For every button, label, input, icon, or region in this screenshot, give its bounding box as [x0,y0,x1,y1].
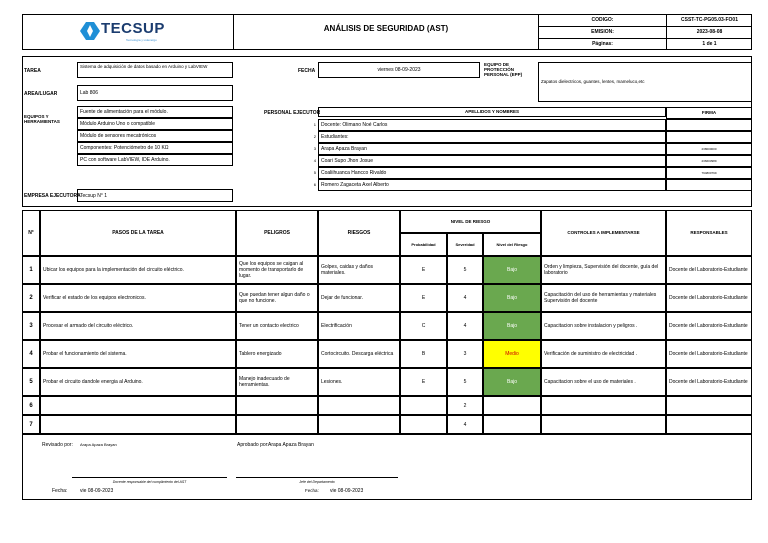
row-nivel-riesgo [483,396,541,415]
empresa-value: Tecsup N° 1 [77,189,233,202]
jefe-caption: Jefe del Departamento [299,480,335,484]
col-header-nivel: NIVEL DE RIESGO [400,210,541,233]
row-riesgo: Electrificación [318,312,400,340]
personal-row-firma [666,179,752,191]
area-value: Lab 806 [77,85,233,101]
row-peligro: Que puedan tener algun daño o que no funcione. [236,284,318,312]
row-paso: Verificar el estado de los equipos electronicos. [40,284,236,312]
codigo-value: CSST-TC-PG05.03-FO01 [681,17,738,23]
row-number: 5 [22,368,40,396]
revisado-value: Arapa Apaza Brayan [80,442,117,447]
row-severidad: 5 [447,256,483,284]
codigo-label: CÓDIGO: [591,17,614,23]
row-control [541,396,666,415]
row-paso: Probar el funcionamiento del sistema. [40,340,236,368]
document-title: ANÁLISIS DE SEGURIDAD (AST) [323,24,449,33]
paginas-value: 1 de 1 [702,41,717,47]
fecha-value: viernes 08-09-2023 [318,62,480,78]
personal-row-name: Coari Supo Jhon Josue [318,155,666,167]
col-header-num: N° [22,210,40,256]
epp-label: EQUIPO DE PROTECCIÓN PERSONAL (EPP) [484,62,523,77]
logo [80,20,170,46]
area-label: AREA/LUGAR [24,91,58,97]
row-paso: Procesar el armado del circuito eléctrico. [40,312,236,340]
row-riesgo: Lesiones. [318,368,400,396]
row-responsable [666,396,752,415]
personal-row-firma: 236603989 [666,155,752,167]
fecha-label: FECHA [298,68,316,74]
docente-caption: Docente responsable del cumplimiento del AST [112,480,187,484]
personal-row-firma [666,131,752,143]
logo-icon [80,22,100,40]
emision-label: EMISIÓN: [591,29,614,35]
fecha2-value: vie 08-09-2023 [330,488,364,494]
revisado-label: Revisado por: [42,442,73,448]
personal-row-number: 5 [313,170,316,175]
row-number: 3 [22,312,40,340]
row-peligro [236,415,318,434]
col-header-responsables: RESPONSABLES [666,210,752,256]
row-riesgo [318,396,400,415]
row-number: 6 [22,396,40,415]
logo-tagline: Tecnología y Liderazgo [126,38,157,42]
row-paso: Ubicar los equipos para la implementación del circuito eléctrico. [40,256,236,284]
tarea-value: Sistema de adquisición de datos basado en Arduino y LabVIEW [77,62,233,78]
signature-line [236,477,398,478]
aprobado-value: Arapa Apaza Brayan [268,442,314,448]
apellidos-header: APELLIDOS Y NOMBRES [318,107,666,117]
personal-label: PERSONAL EJECUTOR [264,110,321,116]
emision-value: 2023-08-08 [696,29,723,35]
row-probabilidad [400,415,447,434]
row-peligro: Manejo inadecuado de herramientas. [236,368,318,396]
col-header-controles: CONTROLES A IMPLEMENTARSE [541,210,666,256]
personal-row-number: 2 [313,134,316,139]
epp-value: Zapatos dielectricos, guantes, lentes, mameluco,etc [538,62,752,102]
signature-line [72,477,227,478]
row-nivel-riesgo [483,415,541,434]
row-responsable: Docente del Laboratorio-Estudiante [666,368,752,396]
row-severidad: 3 [447,340,483,368]
equipo-item: PC con software LabVIEW, IDE Arduino. [77,154,233,166]
row-severidad: 4 [447,415,483,434]
row-control: Verificación de suministro de electricidad . [541,340,666,368]
row-peligro: Tener un contacto electrico [236,312,318,340]
equipo-item: Fuente de alimentación para el módulo. [77,106,233,118]
row-responsable: Docente del Laboratorio-Estudiante [666,256,752,284]
paginas-label: Páginas: [592,41,613,47]
personal-row-number: 1 [313,122,316,127]
row-number: 2 [22,284,40,312]
personal-row-name: Estudiantes: [318,131,666,143]
row-riesgo: Cortocircuito. Descarga eléctrica [318,340,400,368]
row-nivel-riesgo: Bajo [483,368,541,396]
col-header-severidad: Severidad [447,233,483,256]
personal-row-name: Docente: Olimano Noé Carlos [318,119,666,131]
row-probabilidad: B [400,340,447,368]
row-probabilidad: E [400,368,447,396]
col-header-probabilidad: Probabilidad [400,233,447,256]
row-probabilidad: E [400,256,447,284]
row-severidad: 4 [447,312,483,340]
personal-row-name: Arapa Apaza Brayan [318,143,666,155]
row-paso: Probar el circuito dandole energia al Arduino. [40,368,236,396]
row-severidad: 2 [447,396,483,415]
equipo-item: Componentes: Potenciómetro de 10 KΩ [77,142,233,154]
row-peligro: Tablero energizado [236,340,318,368]
personal-row-firma: 238000000 [666,143,752,155]
row-peligro [236,396,318,415]
row-probabilidad [400,396,447,415]
row-control: Capacitacion sobre el uso de materiales . [541,368,666,396]
row-number: 1 [22,256,40,284]
firma-header: FIRMA [666,107,752,119]
row-number: 4 [22,340,40,368]
personal-row-number: 4 [313,158,316,163]
row-responsable [666,415,752,434]
row-responsable: Docente del Laboratorio-Estudiante [666,340,752,368]
col-header-pasos: PASOS DE LA TAREA [40,210,236,256]
row-probabilidad: C [400,312,447,340]
row-riesgo: Dejar de funcionar. [318,284,400,312]
col-header-nivel-riesgo: Nivel del Riesgo [483,233,541,256]
equipo-item: Módulo de sensores mecatrónicos [77,130,233,142]
personal-row-firma [666,119,752,131]
row-nivel-riesgo: Bajo [483,284,541,312]
empresa-label: EMPRESA EJECUTORA [24,193,81,199]
row-number: 7 [22,415,40,434]
equipos-label: EQUIPOS Y HERRAMIENTAS [24,114,60,124]
row-nivel-riesgo: Bajo [483,256,541,284]
row-severidad: 5 [447,368,483,396]
row-severidad: 4 [447,284,483,312]
personal-row-firma: 794800799 [666,167,752,179]
row-nivel-riesgo: Medio [483,340,541,368]
row-control: Orden y limpieza, Supervisión del docente, guía del laboratorio [541,256,666,284]
row-peligro: Que los equipos se caigan al momento de transportarlo de lugar. [236,256,318,284]
personal-row-name: Coaliihuanca Hancco Rivaldo [318,167,666,179]
aprobado-label: Aprobado por: [237,442,269,448]
row-probabilidad: E [400,284,447,312]
equipo-item: Módulo Arduino Uno o compatible [77,118,233,130]
fecha2-label: Fecha: [305,488,319,493]
tarea-label: TAREA [24,68,41,74]
fecha1-label: Fecha: [52,488,68,494]
row-responsable: Docente del Laboratorio-Estudiante [666,284,752,312]
row-riesgo: Golpes, caidas y daños materiales. [318,256,400,284]
row-paso [40,415,236,434]
col-header-peligros: PELIGROS [236,210,318,256]
col-header-riesgos: RIESGOS [318,210,400,256]
row-responsable: Docente del Laboratorio-Estudiante [666,312,752,340]
row-paso [40,396,236,415]
personal-row-name: Romero Zagaceta Axel Alberto [318,179,666,191]
row-control: Capacitacion sobre instalacion y peligros . [541,312,666,340]
fecha1-value: vie 08-09-2023 [80,488,114,494]
personal-row-number: 6 [313,182,316,187]
logo-text: TECSUP [101,20,165,37]
row-control [541,415,666,434]
row-nivel-riesgo: Bajo [483,312,541,340]
personal-row-number: 3 [313,146,316,151]
footer-box [22,434,752,500]
row-riesgo [318,415,400,434]
row-control: Capacitación del uso de herramientas y materiales Supervisión del docente [541,284,666,312]
